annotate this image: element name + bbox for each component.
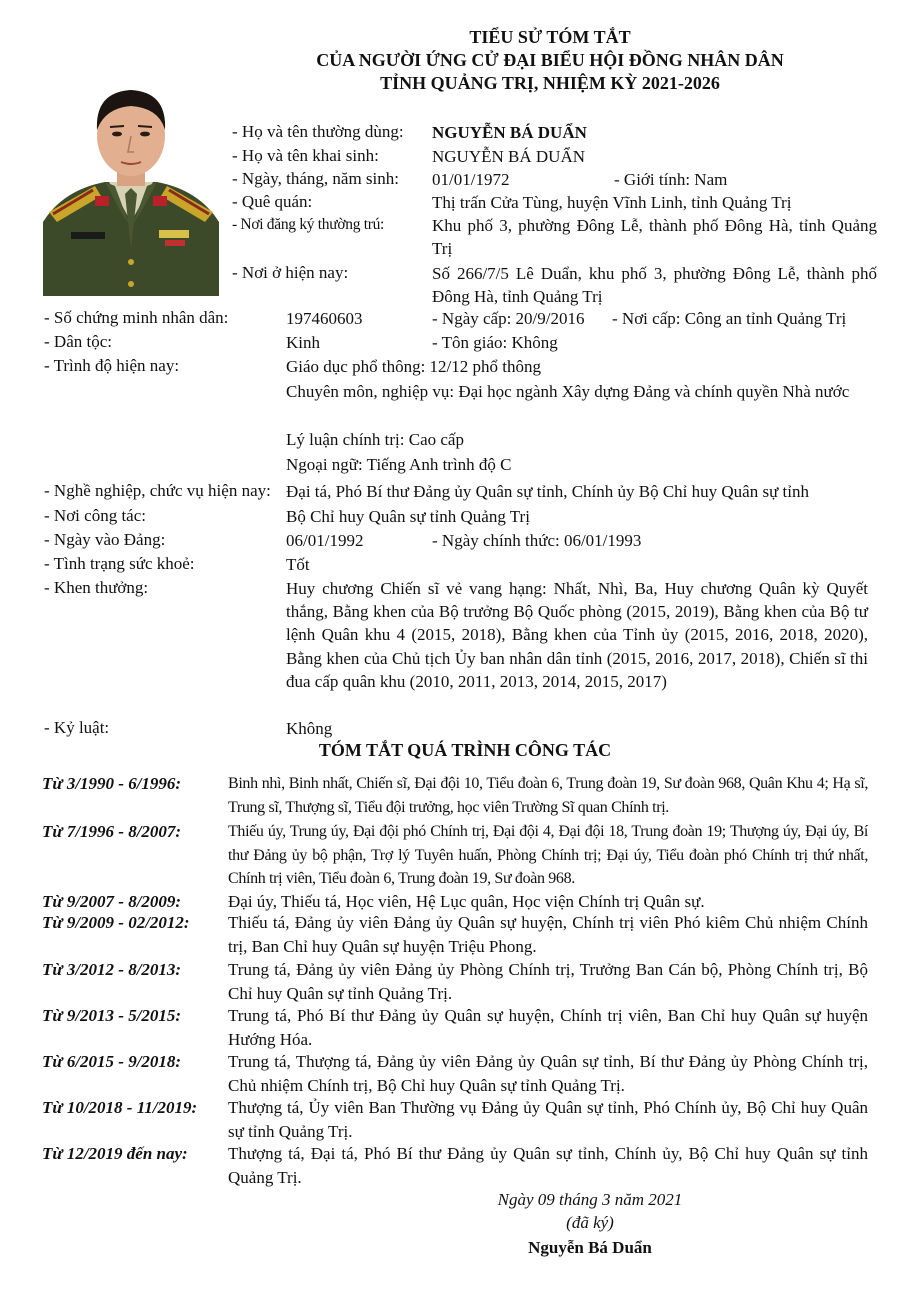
career-period: Từ 9/2009 - 02/2012: [42, 913, 190, 932]
occupation-label: - Nghề nghiệp, chức vụ hiện nay: [44, 481, 271, 500]
career-section-title: TÓM TẮT QUÁ TRÌNH CÔNG TÁC [318, 740, 612, 760]
awards-value: Huy chương Chiến sĩ vẻ vang hạng: Nhất, Nhì, Ba, Huy chương Quân kỳ Quyết thắng, Bằng khen của Bộ trưởng Bộ Quốc phòng (2015, 2019), Bằng khen của Bộ tư lệnh Quân khu 4 (2015, 2018), Bằng khen của Tỉnh ủy (2015, 2016, 2018, 2020), Bằng khen của Chủ tịch Ủy ban nhân dân tỉnh (2015, 2016, 2017, 2018), Chiến sĩ thi đua cấp quân khu (2010, 2011, 2013, 2014, 2015, 2017) [286, 579, 868, 691]
party-official-value: - Ngày chính thức: 06/01/1993 [432, 531, 642, 550]
id-number-value: 197460603 [286, 309, 363, 328]
education-political: Lý luận chính trị: Cao cấp [286, 430, 464, 449]
id-number-label: - Số chứng minh nhân dân: [44, 308, 229, 327]
education-label: - Trình độ hiện nay: [44, 356, 180, 375]
hometown-label: - Quê quán: [232, 192, 313, 211]
occupation-value: Đại tá, Phó Bí thư Đảng ủy Quân sự tỉnh, Chính ủy Bộ Chỉ huy Quân sự tỉnh [286, 482, 809, 501]
career-period: Từ 9/2007 - 8/2009: [42, 892, 182, 911]
education-general: Giáo dục phổ thông: 12/12 phổ thông [286, 357, 541, 376]
ethnicity-value: Kinh [286, 333, 320, 352]
workplace-value: Bộ Chỉ huy Quân sự tỉnh Quảng Trị [286, 507, 530, 526]
career-period: Từ 9/2013 - 5/2015: [42, 1006, 182, 1025]
workplace-label: - Nơi công tác: [44, 506, 146, 525]
hometown-value: Thị trấn Cửa Tùng, huyện Vĩnh Linh, tỉnh Quảng Trị [432, 193, 792, 212]
party-join-label: - Ngày vào Đảng: [44, 530, 166, 549]
document-header [230, 26, 870, 95]
career-period: Từ 12/2019 đến nay: [42, 1144, 188, 1163]
career-description: Trung tá, Phó Bí thư Đảng ủy Quân sự huyện, Chính trị viên, Ban Chỉ huy Quân sự huyện Hướng Hóa. [228, 1006, 868, 1049]
religion-value: - Tôn giáo: Không [432, 333, 558, 352]
portrait-photo [43, 72, 219, 296]
health-value: Tốt [286, 555, 310, 574]
common-name-label: - Họ và tên thường dùng: [232, 122, 404, 141]
career-description: Thượng tá, Ủy viên Ban Thường vụ Đảng ủy Quân sự tỉnh, Phó Chính ủy, Bộ Chỉ huy Quân sự tỉnh Quảng Trị. [228, 1098, 868, 1141]
signature-signed-note: (đã ký) [566, 1213, 614, 1232]
residence-value: Khu phố 3, phường Đông Lễ, thành phố Đông Hà, tỉnh Quảng Trị [432, 216, 877, 259]
education-language: Ngoại ngữ: Tiếng Anh trình độ C [286, 455, 512, 474]
signature-name: Nguyễn Bá Duẩn [528, 1238, 652, 1257]
career-period: Từ 3/1990 - 6/1996: [42, 774, 182, 793]
header-term: TỈNH QUẢNG TRỊ, NHIỆM KỲ 2021-2026 [380, 73, 720, 93]
current-address-label: - Nơi ở hiện nay: [232, 263, 349, 282]
dob-value: 01/01/1972 [432, 170, 510, 189]
header-title: TIỂU SỬ TÓM TẮT [469, 27, 631, 47]
discipline-label: - Kỷ luật: [44, 718, 110, 737]
education-specialty: Chuyên môn, nghiệp vụ: Đại học ngành Xây dựng Đảng và chính quyền Nhà nước [286, 382, 850, 401]
residence-label: - Nơi đăng ký thường trú: [232, 216, 385, 233]
current-address-value: Số 266/7/5 Lê Duẩn, khu phố 3, phường Đông Lễ, thành phố Đông Hà, tỉnh Quảng Trị [432, 264, 877, 307]
gender-value: - Giới tính: Nam [614, 170, 728, 189]
career-period: Từ 3/2012 - 8/2013: [42, 960, 182, 979]
header-subtitle: CỦA NGƯỜI ỨNG CỬ ĐẠI BIỂU HỘI ĐỒNG NHÂN DÂN [316, 50, 784, 70]
party-join-value: 06/01/1992 [286, 531, 364, 550]
awards-label: - Khen thưởng: [44, 578, 149, 597]
dob-label: - Ngày, tháng, năm sinh: [232, 169, 399, 188]
signature-date: Ngày 09 tháng 3 năm 2021 [497, 1190, 683, 1209]
common-name-value: NGUYỄN BÁ DUẨN [432, 123, 587, 142]
career-description: Binh nhì, Binh nhất, Chiến sĩ, Đại đội 10, Tiểu đoàn 6, Trung đoàn 19, Sư đoàn 968, Quân Khu 4; Hạ sĩ, Trung sĩ, Thượng sĩ, Tiểu đội trưởng, học viên Trường Sĩ quan Chính trị. [228, 775, 868, 816]
career-period: Từ 6/2015 - 9/2018: [42, 1052, 182, 1071]
discipline-value: Không [286, 719, 333, 738]
career-description: Trung tá, Đảng ủy viên Đảng ủy Phòng Chính trị, Trưởng Ban Cán bộ, Phòng Chính trị, Bộ Chỉ huy Quân sự tỉnh Quảng Trị. [228, 960, 868, 1003]
career-description: Đại úy, Thiếu tá, Học viên, Hệ Lục quân, Học viện Chính trị Quân sự. [228, 892, 705, 911]
career-description: Thiếu tá, Đảng ủy viên Đảng ủy Quân sự huyện, Chính trị viên Phó kiêm Chủ nhiệm Chính trị, Ban Chỉ huy Quân sự huyện Triệu Phong. [228, 913, 868, 956]
career-description: Thượng tá, Đại tá, Phó Bí thư Đảng ủy Quân sự tỉnh, Chính ủy, Bộ Chỉ huy Quân sự tỉnh Quảng Trị. [228, 1144, 868, 1187]
id-issue-place: - Nơi cấp: Công an tỉnh Quảng Trị [612, 309, 847, 328]
career-period: Từ 10/2018 - 11/2019: [42, 1098, 198, 1117]
id-issue-date: - Ngày cấp: 20/9/2016 [432, 309, 585, 328]
career-description: Trung tá, Thượng tá, Đảng ủy viên Đảng ủy Quân sự tỉnh, Bí thư Đảng ủy Phòng Chính trị, Chủ nhiệm Chính trị, Bộ Chỉ huy Quân sự tỉnh Quảng Trị. [228, 1052, 868, 1095]
portrait-illustration [43, 72, 219, 296]
health-label: - Tình trạng sức khoẻ: [44, 554, 195, 573]
birth-name-label: - Họ và tên khai sinh: [232, 146, 379, 165]
ethnicity-label: - Dân tộc: [44, 332, 112, 351]
career-description: Thiếu úy, Trung úy, Đại đội phó Chính trị, Đại đội 4, Đại đội 18, Trung đoàn 19; Thượng úy, Đại úy, Bí thư Đảng ủy bộ phận, Trợ lý Tuyên huấn, Phòng Chính trị; Đại úy, Tiểu đoàn phó Chính trị thứ nhất, Chính trị viên, Tiểu đoàn 6, Trung đoàn 19, Sư đoàn 968. [228, 823, 868, 887]
career-period: Từ 7/1996 - 8/2007: [42, 822, 182, 841]
birth-name-value: NGUYỄN BÁ DUẨN [432, 147, 585, 166]
